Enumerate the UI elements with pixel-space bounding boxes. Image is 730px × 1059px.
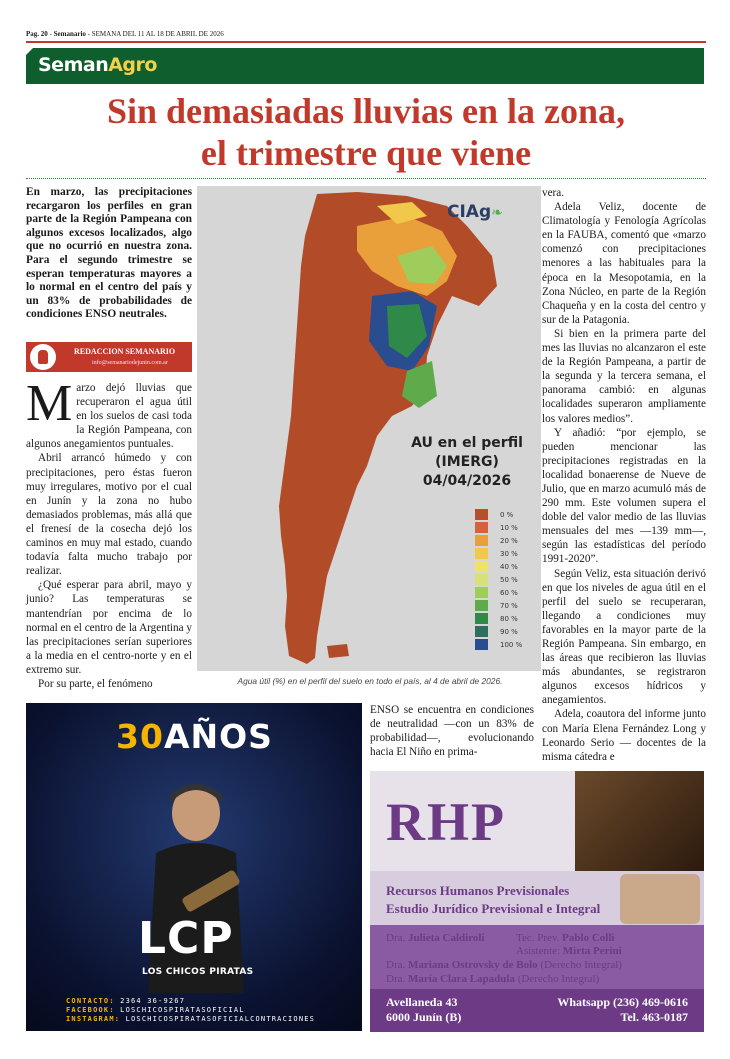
legend-item bbox=[475, 625, 522, 638]
byline bbox=[26, 342, 192, 372]
n5-post: (Derecho Integral) bbox=[514, 973, 600, 985]
contact-key: CONTACTO: bbox=[66, 997, 115, 1005]
legend-label: 90 % bbox=[500, 627, 518, 636]
legend-label: 30 % bbox=[500, 549, 518, 558]
section-bar bbox=[26, 48, 704, 84]
column-3 bbox=[542, 186, 706, 764]
legend-swatch bbox=[475, 613, 488, 624]
ad-rhp-name4 bbox=[386, 958, 622, 972]
headline bbox=[26, 90, 706, 174]
col3-p2: Si bien en la primera parte del mes las lluvias no alcanzaron el este de la Región Pampeana, a partir de la segunda y la tercera semana, el panorama cambió: en algunas localidades superaron ampliamente los valores medios”. bbox=[542, 327, 706, 425]
ad-rhp-line2: Estudio Jurídico Previsional e Integral bbox=[386, 901, 601, 916]
headline-rule bbox=[26, 178, 706, 179]
gavel-photo bbox=[575, 771, 704, 871]
page-number: Pag. 20 bbox=[26, 30, 48, 38]
ad-rhp-tel: Tel. 463-0187 bbox=[620, 1010, 688, 1024]
facebook-key: FACEBOOK: bbox=[66, 1006, 115, 1014]
dropcap: M bbox=[26, 375, 73, 432]
legend-item bbox=[475, 586, 522, 599]
n3: Mirta Perini bbox=[562, 945, 622, 957]
headline-line1: Sin demasiadas lluvias en la zona, bbox=[106, 91, 626, 131]
ciag-text: CIAg bbox=[447, 202, 492, 222]
byline-email: info@semanariodejunin.com.ar bbox=[92, 360, 168, 366]
legend-item bbox=[475, 534, 522, 547]
legend-label: 100 % bbox=[500, 640, 523, 649]
col3-p0: vera. bbox=[542, 187, 565, 199]
legend-label: 10 % bbox=[500, 523, 518, 532]
legend-item bbox=[475, 508, 522, 521]
col3-p3: Y añadió: “por ejemplo, se pueden mencionar las precipitaciones registradas en la localidad bonaerense de Nueve de Julio, que en marzo acumuló más de 290 mm. Este volumen supera el doble del valor medio de las lluvias mensuales del mes —139 mm—, según las estadísticas del período 1991-2020”. bbox=[542, 426, 706, 566]
ad-lcp-sub: LOS CHICOS PIRATAS bbox=[142, 967, 254, 977]
n5: María Clara Lapadula bbox=[408, 973, 515, 985]
col3-p4: Según Veliz, esta situación derivó en que los niveles de agua útil en el perfil del suelo se recuperaran, llegando a condiciones muy favorables en la mayor parte de la Región Pampeana. Sin embargo, en las áreas que recibieron las lluvias más abundantes, se registraron algunos excesos hídricos y anegamientos. bbox=[542, 567, 706, 707]
masthead: Pag. 20 - Semanario - SEMANA DEL 11 AL 18 DE ABRIL DE 2026 bbox=[26, 30, 706, 44]
col1-p2: Abril arrancó húmedo y con precipitaciones, pero éstas fueron muy irregulares, motivo por el cual en Junín y la zona no hubo demasiados problemas, más allá que el frenesí de la cosecha dejó los caminos en muy mal estado, cuando todavía falta mucho trabajo por realizar. bbox=[26, 452, 192, 578]
years-number: 30 bbox=[116, 717, 164, 756]
n2-pre: Tec. Prev. bbox=[516, 932, 563, 944]
map-title-1: AU en el perfil bbox=[411, 435, 523, 451]
legend-swatch bbox=[475, 548, 488, 559]
facebook-value: LOSCHICOSPIRATASOFICIAL bbox=[120, 1006, 245, 1014]
legend-swatch bbox=[475, 535, 488, 546]
ad-rhp-line1: Recursos Humanos Previsionales bbox=[386, 883, 570, 898]
map-title-3: 04/04/2026 bbox=[422, 473, 512, 489]
section-corner bbox=[26, 48, 33, 55]
legend-item bbox=[475, 547, 522, 560]
legend-swatch bbox=[475, 561, 488, 572]
legend-item bbox=[475, 638, 522, 651]
legend-swatch bbox=[475, 600, 488, 611]
ad-rhp-name3 bbox=[516, 944, 622, 958]
section-name-a: Seman bbox=[38, 54, 109, 76]
ad-rhp-addr2: 6000 Junín (B) bbox=[386, 1010, 462, 1024]
figure-caption: Agua útil (%) en el perfil del suelo en todo el país, al 4 de abril de 2026. bbox=[237, 676, 503, 686]
headline-line2: el trimestre que viene bbox=[200, 133, 532, 173]
n4-pre: Dra. bbox=[386, 959, 408, 971]
ad-lcp-years bbox=[116, 717, 273, 756]
ad-rhp-whatsapp: Whatsapp (236) 469-0616 bbox=[557, 995, 688, 1009]
n3-pre: Asistente: bbox=[516, 945, 563, 957]
legend-item bbox=[475, 612, 522, 625]
map-title bbox=[397, 434, 537, 491]
legend-label: 70 % bbox=[500, 601, 518, 610]
redaccion-logo-icon bbox=[30, 344, 56, 370]
n4-post: (Derecho Integral) bbox=[537, 959, 622, 971]
legend-label: 40 % bbox=[500, 562, 518, 571]
legend-item bbox=[475, 521, 522, 534]
instagram-value: LOSCHICOSPIRATASOFICIALCONTRACIONES bbox=[125, 1015, 316, 1023]
years-word: AÑOS bbox=[163, 717, 273, 756]
ad-rhp-name1 bbox=[386, 931, 485, 945]
column-1 bbox=[26, 375, 192, 691]
legend-swatch bbox=[475, 639, 488, 650]
masthead-rule bbox=[26, 41, 706, 43]
ad-lcp-contact bbox=[66, 997, 315, 1024]
n5-pre: Dra. bbox=[386, 973, 408, 985]
n1: Julieta Caldiroli bbox=[408, 932, 485, 944]
week-dateline: SEMANA DEL 11 AL 18 DE ABRIL DE 2026 bbox=[91, 30, 224, 38]
legend-label: 20 % bbox=[500, 536, 518, 545]
legend-swatch bbox=[475, 626, 488, 637]
section-name bbox=[38, 54, 157, 76]
legend-label: 50 % bbox=[500, 575, 518, 584]
legend-label: 80 % bbox=[500, 614, 518, 623]
col1-p3: ¿Qué esperar para abril, mayo y junio? Las temperaturas se mantendrían por encima de lo normal en el centro de la Argentina y las precipitaciones serían superiores a la media en el centro-norte y en el extremo sur. bbox=[26, 579, 192, 676]
ciag-logo bbox=[447, 202, 503, 222]
legend-swatch bbox=[475, 587, 488, 598]
leaf-icon: ❧ bbox=[491, 205, 503, 221]
ad-rhp-name5 bbox=[386, 972, 599, 986]
n1-pre: Dra. bbox=[386, 932, 408, 944]
col3-p1: Adela Veliz, docente de Climatología y Fenología Agrícolas en la FAUBA, comentó que «marzo comenzó con precipitaciones menores a las habituales para la época en la Mesopotamia, en la Zona Núcleo, en parte de la Región Chaqueña y en la costa del centro y sur de la Patagonia. bbox=[542, 201, 706, 326]
map-title-2: (IMERG) bbox=[435, 454, 499, 470]
ad-rhp-logo: RHP bbox=[386, 792, 506, 852]
legend-label: 0 % bbox=[500, 510, 514, 519]
legend-label: 60 % bbox=[500, 588, 518, 597]
ad-lcp-brand: LCP bbox=[138, 913, 234, 964]
byline-author: REDACCION SEMANARIO bbox=[74, 347, 176, 356]
ad-rhp-name2 bbox=[516, 931, 614, 945]
n2: Pablo Colli bbox=[562, 932, 615, 944]
group-photo bbox=[620, 874, 700, 924]
col2-p1: ENSO se encuentra en condiciones de neutralidad —con un 83% de probabilidad—, evolucionando hacia El Niño en prima- bbox=[370, 704, 534, 759]
legend-swatch bbox=[475, 574, 488, 585]
legend-item bbox=[475, 599, 522, 612]
col3-p5: Adela, coautora del informe junto con María Elena Fernández Long y Leonardo Serio — docentes de la misma cátedra e bbox=[542, 708, 706, 763]
contact-value: 2364 36-9267 bbox=[120, 997, 186, 1005]
instagram-key: INSTAGRAM: bbox=[66, 1015, 121, 1023]
legend-item bbox=[475, 560, 522, 573]
legend-swatch bbox=[475, 522, 488, 533]
ad-rhp bbox=[370, 771, 704, 1032]
column-2 bbox=[370, 703, 534, 759]
section-name-b: Agro bbox=[108, 54, 157, 76]
legend-swatch bbox=[475, 509, 488, 520]
col1-p1: arzo dejó lluvias que recuperaron el agua útil en los suelos de casi toda la Región Pampeana, con algunos anegamientos puntuales. bbox=[26, 382, 192, 451]
n4: Mariana Ostrovsky de Bolo bbox=[408, 959, 538, 971]
ad-rhp-addr1: Avellaneda 43 bbox=[386, 995, 458, 1009]
map-figure bbox=[197, 186, 541, 671]
paper-name: Semanario bbox=[53, 30, 86, 38]
col1-p4: Por su parte, el fenómeno bbox=[38, 677, 153, 690]
legend-item bbox=[475, 573, 522, 586]
map-legend bbox=[475, 508, 522, 651]
ad-lcp bbox=[26, 703, 362, 1031]
lead-paragraph: En marzo, las precipitaciones recargaron los perfiles en gran parte de la Región Pampeana con algunos excesos localizados, algo que no ocurrió en nuestra zona. Para el segundo trimestre se esperan temperaturas mayores a lo normal en el centro del país y un 83% de probabilidades de condiciones ENSO neutrales. bbox=[26, 186, 192, 321]
